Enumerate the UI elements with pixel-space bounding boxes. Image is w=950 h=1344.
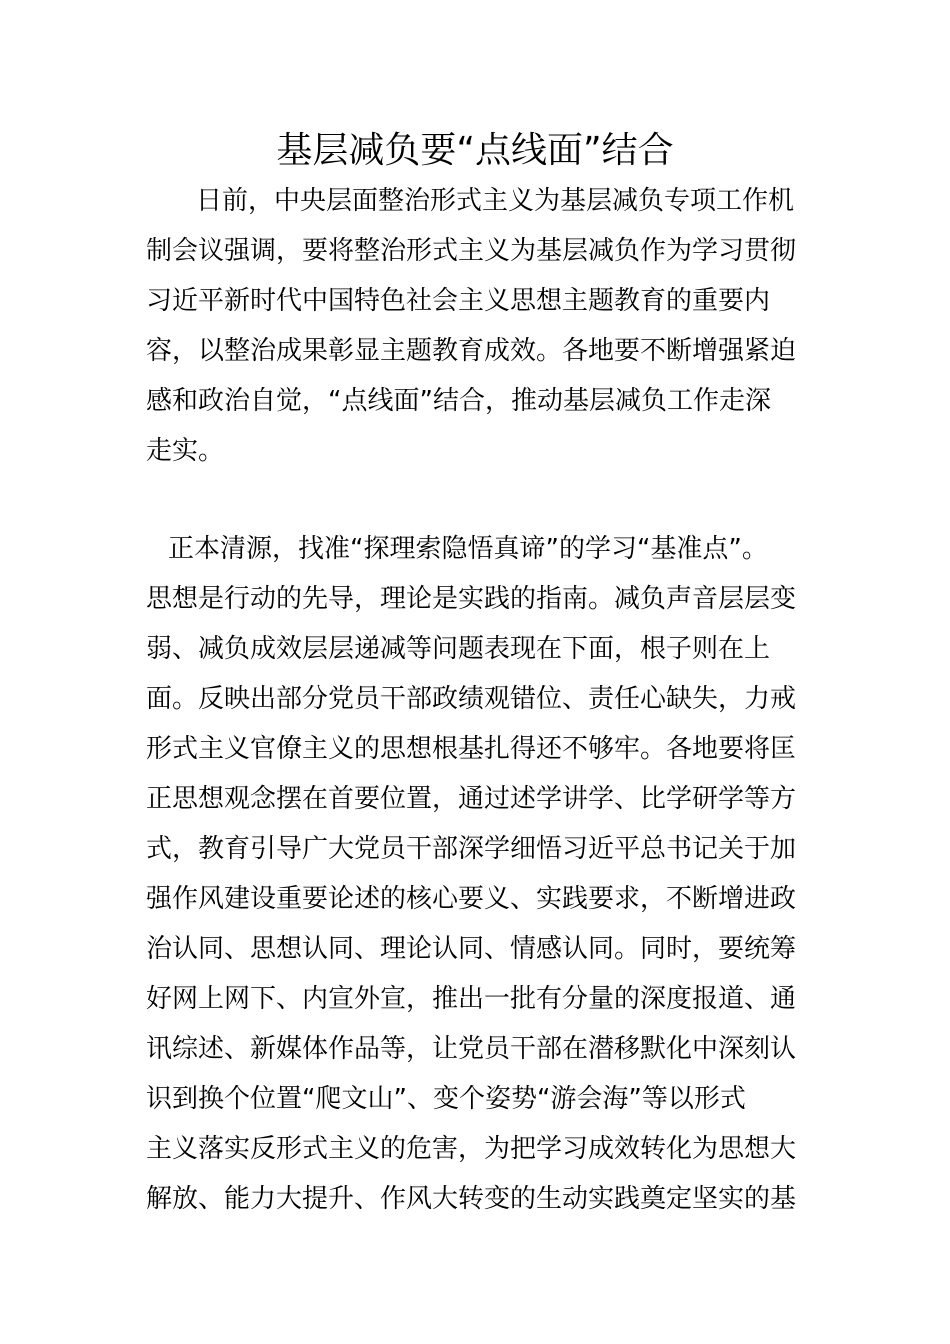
paragraph-line: 主义落实反形式主义的危害，为把学习成效转化为思想大	[146, 1134, 797, 1164]
paragraph-line: 识到换个位置“爬文山”、变个姿势“游会海”等以形式	[146, 1084, 746, 1114]
paragraph-line: 形式主义官僚主义的思想根基扎得还不够牢。各地要将匡	[146, 734, 797, 764]
paragraph-line: 日前，中央层面整治形式主义为基层减负专项工作机	[196, 186, 795, 216]
paragraph-line: 面。反映出部分党员干部政绩观错位、责任心缺失，力戒	[146, 684, 797, 714]
paragraph-line: 强作风建设重要论述的核心要义、实践要求，不断增进政	[146, 884, 797, 914]
paragraph-2	[146, 524, 806, 1224]
paragraph-line: 弱、减负成效层层递减等问题表现在下面，根子则在上	[146, 634, 771, 664]
paragraph-line: 好网上网下、内宣外宣，推出一批有分量的深度报道、通	[146, 984, 797, 1014]
paragraph-line: 正思想观念摆在首要位置，通过述学讲学、比学研学等方	[146, 784, 797, 814]
paragraph-line: 讯综述、新媒体作品等，让党员干部在潜移默化中深刻认	[146, 1034, 797, 1064]
paragraph-line: 容，以整治成果彰显主题教育成效。各地要不断增强紧迫	[146, 336, 797, 366]
paragraph-line: 思想是行动的先导，理论是实践的指南。减负声音层层变	[146, 584, 797, 614]
paragraph-line: 习近平新时代中国特色社会主义思想主题教育的重要内	[146, 286, 771, 316]
paragraph-1	[146, 176, 806, 476]
paragraph-line: 治认同、思想认同、理论认同、情感认同。同时，要统筹	[146, 934, 797, 964]
paragraph-line: 正本清源，找准“探理索隐悟真谛”的学习“基准点”。	[168, 534, 768, 564]
paragraph-line: 感和政治自觉，“点线面”结合，推动基层减负工作走深	[146, 386, 771, 416]
paragraph-line: 式，教育引导广大党员干部深学细悟习近平总书记关于加	[146, 834, 797, 864]
document-title: 基层减负要“点线面”结合	[276, 130, 674, 171]
paragraph-line: 解放、能力大提升、作风大转变的生动实践奠定坚实的基	[146, 1184, 797, 1214]
paragraph-line: 制会议强调，要将整治形式主义为基层减负作为学习贯彻	[146, 236, 797, 266]
paragraph-line: 走实。	[146, 436, 225, 466]
